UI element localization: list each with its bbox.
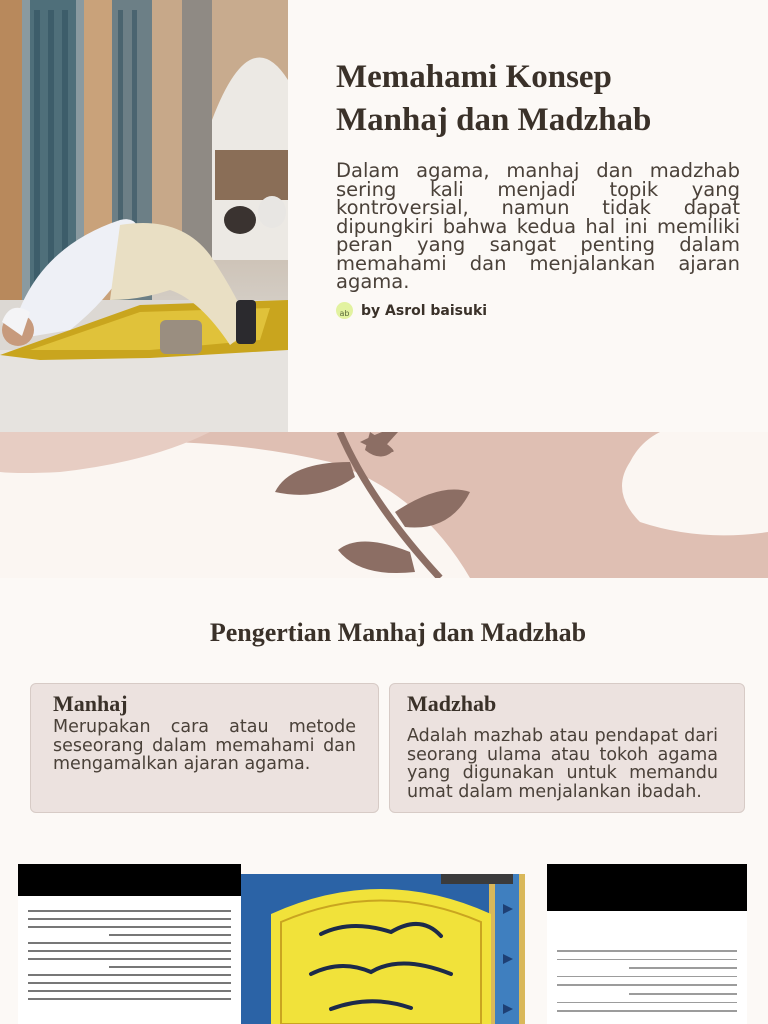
- page-title: [336, 56, 740, 142]
- author-name: by Asrol baisuki: [361, 302, 488, 319]
- image-gallery: [0, 864, 768, 1024]
- avatar: [336, 302, 353, 319]
- praying-man-illustration: [0, 0, 288, 432]
- card-title: Manhaj: [53, 691, 128, 716]
- avatar-initials: ab: [339, 309, 350, 318]
- definitions-section: [0, 578, 768, 864]
- text-lines-graphic: [557, 950, 737, 1019]
- section-title: Pengertian Manhaj dan Madzhab: [209, 618, 587, 647]
- decorative-band: [0, 432, 768, 578]
- image-header-bar: [18, 864, 241, 896]
- definition-card-manhaj: [30, 683, 379, 813]
- book-cover-graphic: [241, 874, 525, 1024]
- hero-text-block: [336, 56, 740, 292]
- praying-man-photo: [0, 0, 288, 432]
- definition-card-madzhab: [389, 683, 745, 813]
- author-byline: [336, 302, 487, 319]
- leaf-decoration-icon: [0, 432, 768, 578]
- arabic-text-page-image: [547, 864, 747, 1024]
- hero-section: [0, 0, 768, 432]
- arabic-text-page-image: [18, 864, 241, 1024]
- text-lines-graphic: [28, 910, 231, 1006]
- page-title-line-1: Memahami Konsep: [336, 59, 612, 95]
- card-text: Merupakan cara atau metode seseorang dalam memahami dan mengamalkan ajaran agama.: [53, 717, 356, 774]
- intro-paragraph: Dalam agama, manhaj dan madzhab sering kali menjadi topik yang kontroversial, namun tidak dapat dipungkiri bahwa kedua hal ini memiliki peran yang sangat penting dalam memahami dan menjalankan ajaran agama.: [336, 159, 740, 293]
- image-header-bar: [547, 864, 747, 911]
- card-text: Adalah mazhab atau pendapat dari seorang ulama atau tokoh agama yang digunakan untuk memandu umat dalam menjalankan ibadah.: [407, 726, 718, 802]
- card-title: Madzhab: [407, 691, 497, 716]
- arabic-book-cover-image: [241, 874, 525, 1024]
- page-title-line-2: Manhaj dan Madzhab: [336, 102, 652, 138]
